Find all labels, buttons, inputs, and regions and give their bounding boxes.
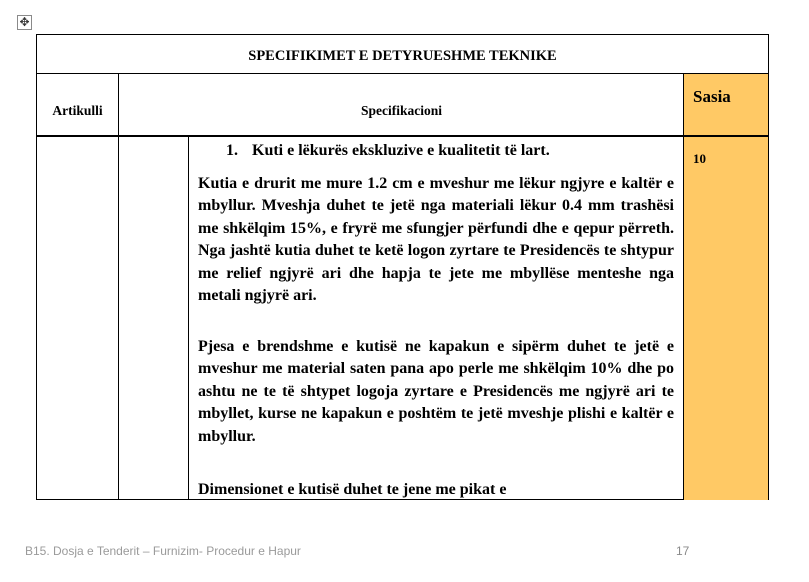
spec-paragraph-2: Pjesa e brendshme e kutisë ne kapakun e sipërm duhet te jetë e mveshur me material saten pana apo perle me shkëlqim 10% dhe po ashtu ne te të shtypet logoja zyrtare e Presidencës me ngjyrë ari te mbyllet, kurse ne kapakun e poshtëm te jetë mveshje plishi e kaltër e mbyllur. [198, 338, 674, 445]
col-divider-artikulli [118, 73, 119, 500]
table-title-divider [36, 73, 769, 74]
table-move-handle-icon[interactable]: ✥ [17, 15, 32, 30]
item-number: 1. [226, 142, 238, 159]
item-title: Kuti e lëkurës ekskluzive e kualitetit të lart. [252, 142, 550, 159]
table-border-right [768, 34, 769, 500]
header-specifikacioni: Specifikacioni [360, 103, 442, 118]
item-heading [226, 142, 550, 160]
specification-cell[interactable] [189, 137, 683, 500]
table-border-top [36, 34, 769, 35]
header-artikulli: Artikulli [52, 103, 103, 118]
header-sasia-cell [684, 74, 768, 135]
header-sasia: Sasia [693, 87, 731, 106]
table-title: SPECIFIKIMET E DETYRUESHME TEKNIKE [248, 48, 557, 64]
footer-text: B15. Dosja e Tenderit – Furnizim- Procedur e Hapur [25, 544, 301, 558]
quantity-cell [684, 137, 768, 500]
quantity-value: 10 [693, 151, 706, 166]
page-number: 17 [676, 544, 690, 558]
spec-paragraph-1: Kutia e drurit me mure 1.2 cm e mveshur me lëkur ngjyre e kaltër e mbyllur. Mveshja duhet te jetë nga materiali lëkur 0.4 mm trashësi me shkëlqim 15%, e fryrë me sfungjer përfundi dhe e qepur përreth. Nga jashtë kutia duhet te ketë logon zyrtare te Presidencës te shtypur me relief ngjyrë ari dhe hapja te jete me mbyllëse menteshe nga metali ngjyrë ari. [198, 175, 674, 305]
spec-paragraph-3: Dimensionet e kutisë duhet te jene me pikat e [198, 481, 507, 498]
